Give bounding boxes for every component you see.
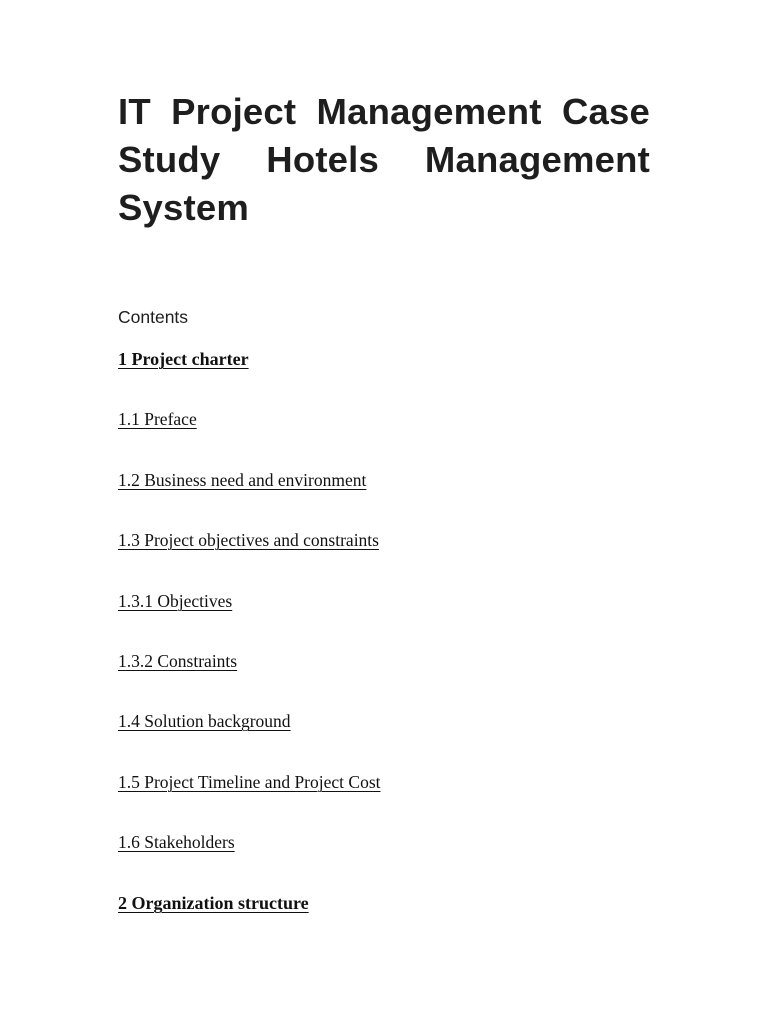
toc-link-objectives[interactable]: 1.3.1 Objectives [118, 591, 233, 611]
toc-link-constraints[interactable]: 1.3.2 Constraints [118, 651, 238, 671]
toc-link-solution-background[interactable]: 1.4 Solution background [118, 711, 291, 731]
toc-link-organization-structure[interactable]: 2 Organization structure [118, 893, 309, 913]
toc-link-preface[interactable]: 1.1 Preface [118, 409, 197, 429]
document-title: IT Project Management Case Study Hotels Management System [118, 91, 650, 228]
toc-link-project-charter[interactable]: 1 Project charter [118, 349, 249, 369]
contents-heading: Contents [118, 307, 189, 327]
toc-link-business-need[interactable]: 1.2 Business need and environment [118, 470, 367, 490]
toc-link-objectives-constraints[interactable]: 1.3 Project objectives and constraints [118, 530, 379, 550]
toc-link-timeline-cost[interactable]: 1.5 Project Timeline and Project Cost [118, 772, 381, 792]
toc-link-stakeholders[interactable]: 1.6 Stakeholders [118, 832, 235, 852]
